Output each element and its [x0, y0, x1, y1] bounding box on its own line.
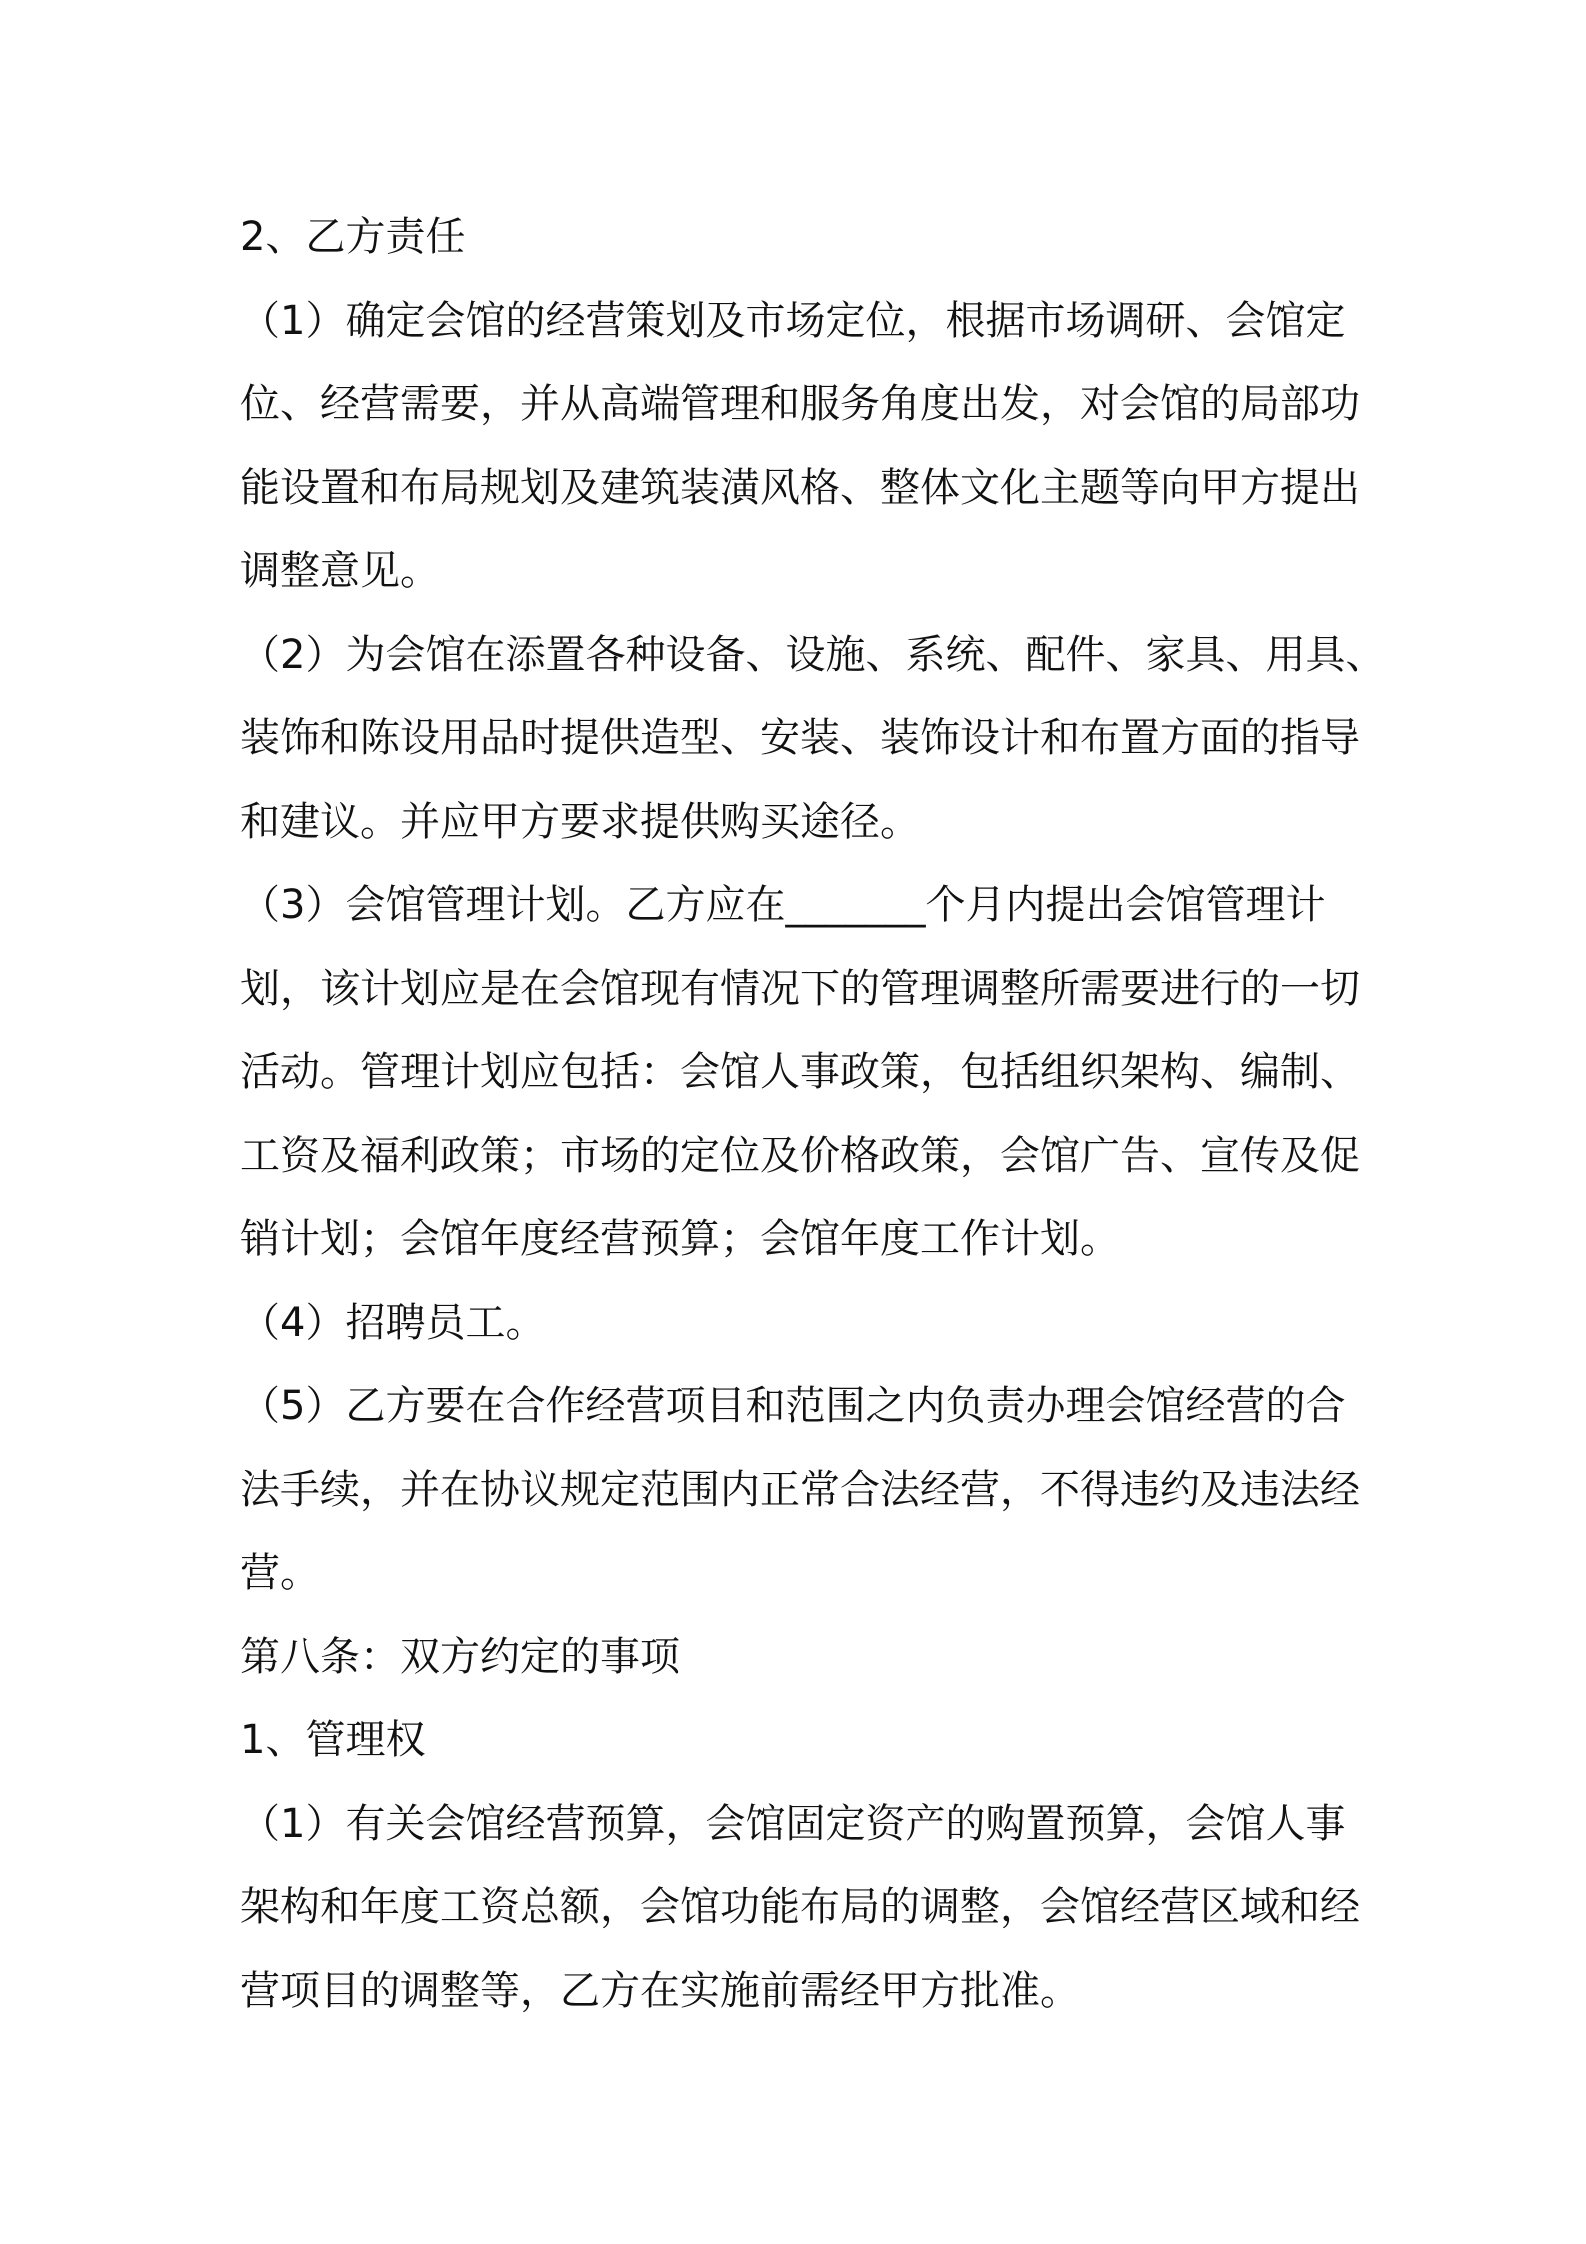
clause-line: 装饰和陈设用品时提供造型、安装、装饰设计和布置方面的指导 [240, 715, 1360, 761]
clause-line: （3）会馆管理计划。乙方应在_______个月内提出会馆管理计 [240, 882, 1326, 928]
section-heading-management-rights: 1、管理权 [240, 1717, 426, 1763]
clause-line: 位、经营需要，并从高端管理和服务角度出发，对会馆的局部功 [240, 381, 1360, 427]
clause-line: 营项目的调整等，乙方在实施前需经甲方批准。 [240, 1967, 1080, 2014]
clause-line: 和建议。并应甲方要求提供购买途径。 [240, 798, 920, 845]
clause-line: 法手续，并在协议规定范围内正常合法经营，不得违约及违法经 [240, 1466, 1360, 1513]
clause-line: 营。 [240, 1550, 320, 1596]
clause-line: 划，该计划应是在会馆现有情况下的管理调整所需要进行的一切 [240, 965, 1360, 1012]
clause-line: 能设置和布局规划及建筑装潢风格、整体文化主题等向甲方提出 [240, 464, 1360, 511]
clause-line: 架构和年度工资总额，会馆功能布局的调整，会馆经营区域和经 [240, 1884, 1360, 1930]
clause-line: （5）乙方要在合作经营项目和范围之内负责办理会馆经营的合 [240, 1383, 1346, 1429]
clause-line: 活动。管理计划应包括：会馆人事政策，包括组织架构、编制、 [240, 1049, 1360, 1095]
document-body [240, 196, 1386, 2033]
article-heading-eighth: 第八条：双方约定的事项 [240, 1633, 680, 1680]
clause-line: （2）为会馆在添置各种设备、设施、系统、配件、家具、用具、 [240, 631, 1386, 678]
clause-line: （1）有关会馆经营预算，会馆固定资产的购置预算，会馆人事 [240, 1800, 1346, 1847]
clause-line: 工资及福利政策；市场的定位及价格政策，会馆广告、宣传及促 [240, 1132, 1360, 1179]
clause-line: 销计划；会馆年度经营预算；会馆年度工作计划。 [240, 1216, 1120, 1262]
clause-line: 调整意见。 [240, 548, 440, 594]
clause-line: （4）招聘员工。 [240, 1299, 546, 1346]
clause-line: （1）确定会馆的经营策划及市场定位，根据市场调研、会馆定 [240, 297, 1346, 344]
section-heading-party-b-duties: 2、乙方责任 [240, 214, 466, 260]
